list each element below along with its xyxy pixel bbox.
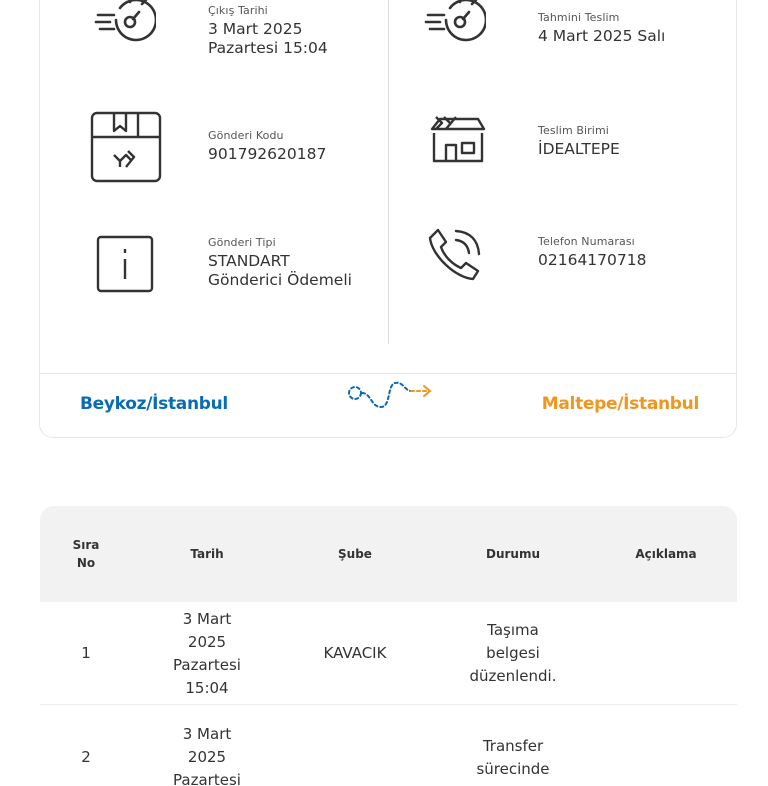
shipment-code-label: Gönderi Kodu: [208, 129, 284, 142]
shipment-code-info: [208, 129, 326, 164]
header-no-line1: Sıra: [72, 538, 100, 552]
row-note: [610, 706, 722, 786]
row-note: [610, 602, 722, 705]
shipment-type-info: [208, 236, 352, 290]
branch-house-icon: [430, 115, 488, 165]
departure-info: [208, 4, 328, 58]
header-no: [56, 506, 116, 602]
row-status: [458, 602, 568, 705]
stopwatch-icon: [424, 0, 486, 50]
row-date-line: 2025: [187, 632, 227, 651]
row-branch: [300, 706, 410, 786]
shipment-type-value: STANDART: [208, 252, 290, 270]
package-box-icon: [90, 111, 162, 183]
row-date-line: Pazartesi: [173, 771, 241, 786]
table-header: [40, 506, 737, 602]
row-date: [152, 706, 262, 786]
route-destination: Maltepe/İstanbul: [541, 394, 699, 414]
row-no: 1: [81, 644, 91, 662]
shipment-code-value: 901792620187: [208, 145, 327, 163]
header-note: Açıklama: [635, 547, 697, 561]
shipment-payment-value: Gönderici Ödemeli: [208, 271, 352, 289]
shipment-type-label: Gönderi Tipi: [208, 236, 276, 249]
delivery-unit-info: [538, 124, 620, 159]
departure-day-time: Pazartesi 15:04: [208, 39, 328, 57]
header-branch: Şube: [338, 547, 372, 561]
row-status-line: düzenlendi.: [469, 667, 557, 685]
row-status-line: belgesi: [486, 644, 540, 662]
row-branch: KAVACIK: [323, 644, 387, 662]
estimated-delivery-label: Tahmini Teslim: [538, 11, 620, 24]
vertical-divider: [388, 0, 389, 344]
estimated-delivery-info: [538, 11, 665, 46]
row-date-line: Pazartesi: [173, 655, 241, 674]
header-no-line2: No: [76, 556, 96, 570]
departure-label: Çıkış Tarihi: [208, 4, 268, 17]
estimated-delivery-value: 4 Mart 2025 Salı: [538, 27, 666, 45]
row-status-line: sürecinde: [476, 759, 550, 778]
delivery-unit-label: Teslim Birimi: [538, 124, 609, 137]
route-path-icon: [345, 375, 437, 415]
phone-info: [538, 235, 646, 270]
row-status-line: Taşıma: [487, 621, 539, 639]
info-icon: [96, 235, 154, 293]
tracking-table: [40, 506, 737, 786]
departure-date: 3 Mart 2025: [208, 20, 303, 38]
phone-value: 02164170718: [538, 251, 647, 269]
table-row: [40, 602, 737, 705]
route-origin: Beykoz/İstanbul: [80, 394, 228, 414]
shipment-info-card: [39, 0, 737, 438]
phone-icon: [426, 226, 484, 284]
row-date-line: 15:04: [185, 678, 229, 697]
phone-label: Telefon Numarası: [538, 235, 635, 248]
header-status: Durumu: [485, 547, 540, 561]
stopwatch-icon: [94, 0, 156, 50]
delivery-unit-value: İDEALTEPE: [538, 140, 620, 158]
row-date-line: 2025: [187, 748, 227, 766]
table-row: [40, 706, 737, 786]
row-status-line: Transfer: [482, 736, 544, 755]
horizontal-divider: [40, 373, 736, 374]
row-no: 2: [81, 748, 91, 766]
row-status: [458, 706, 568, 786]
row-date-line: 3 Mart: [182, 609, 232, 628]
header-date: Tarih: [190, 547, 224, 561]
row-date: [152, 602, 262, 705]
row-date-line: 3 Mart: [182, 725, 232, 743]
